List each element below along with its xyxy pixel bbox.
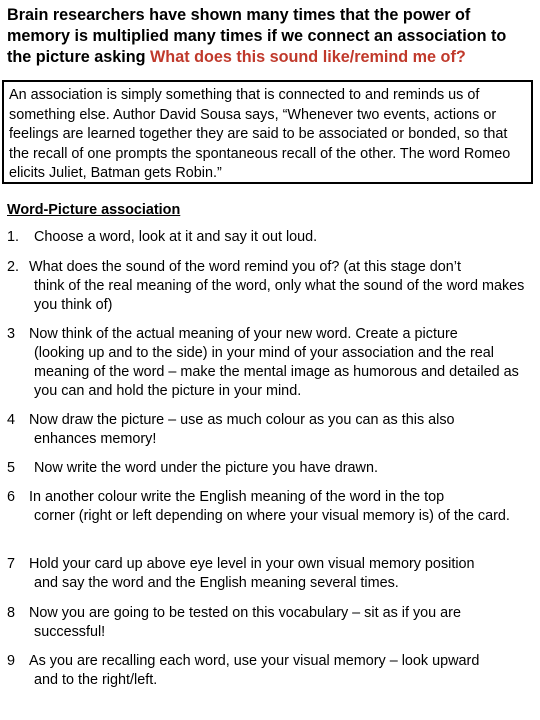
quote-box bbox=[2, 80, 533, 184]
step-3 bbox=[7, 325, 535, 401]
intro-question-highlight: What does this sound like/remind me of? bbox=[150, 48, 466, 66]
intro-line-3-prefix: the picture asking bbox=[7, 48, 151, 66]
step-number: 5 bbox=[7, 460, 16, 476]
step-number: 6 bbox=[7, 489, 16, 505]
step-text: What does the sound of the word remind you of? (at this stage don’t bbox=[29, 259, 461, 275]
step-number: 8 bbox=[7, 605, 16, 621]
step-number: 2. bbox=[7, 259, 20, 275]
step-number: 9 bbox=[7, 653, 16, 669]
step-9 bbox=[7, 652, 535, 690]
step-text: As you are recalling each word, use your visual memory – look upward bbox=[29, 653, 480, 669]
intro-line-3 bbox=[7, 47, 535, 68]
step-7 bbox=[7, 555, 535, 593]
step-text: In another colour write the English meaning of the word in the top bbox=[29, 489, 445, 505]
step-number: 4 bbox=[7, 412, 16, 428]
step-text: Now you are going to be tested on this vocabulary – sit as if you are bbox=[29, 605, 461, 621]
step-text-continued: corner (right or left depending on where your visual memory is) of the card. bbox=[34, 508, 510, 524]
intro-line-1: Brain researchers have shown many times that the power of bbox=[7, 6, 471, 24]
step-8 bbox=[7, 604, 535, 642]
step-4 bbox=[7, 411, 535, 449]
section-title: Word-Picture association bbox=[7, 202, 181, 218]
step-number: 7 bbox=[7, 556, 16, 572]
step-number: 1. bbox=[7, 229, 20, 245]
step-text-continued: and to the right/left. bbox=[34, 672, 158, 688]
step-text: Hold your card up above eye level in your own visual memory position bbox=[29, 556, 475, 572]
step-2 bbox=[7, 258, 535, 315]
step-number: 3 bbox=[7, 326, 16, 342]
step-text: Now draw the picture – use as much colour as you can as this also bbox=[29, 412, 455, 428]
step-5 bbox=[7, 459, 535, 478]
step-text-continued: enhances memory! bbox=[34, 431, 157, 447]
step-text: Choose a word, look at it and say it out loud. bbox=[34, 229, 318, 245]
step-text-continued: and say the word and the English meaning several times. bbox=[34, 575, 399, 591]
quote-text: An association is simply something that is connected to and reminds us of something else. Author David Sousa says, “Whenever two events, actions or feelings are learned together they are said to be associated or bonded, so that the recall of one prompts the spontaneous recall of the other. The word Romeo elicits Juliet, Batman gets Robin.” bbox=[9, 87, 511, 182]
step-text-continued: (looking up and to the side) in your mind of your association and the real meaning of the word – make the mental image as humorous and detailed as you can and hold the picture in your mind. bbox=[34, 345, 519, 399]
step-text: Now think of the actual meaning of your new word. Create a picture bbox=[29, 326, 458, 342]
intro-paragraph bbox=[7, 5, 535, 68]
intro-line-2: memory is multiplied many times if we connect an association to bbox=[7, 27, 507, 45]
step-text: Now write the word under the picture you have drawn. bbox=[34, 460, 378, 476]
step-text-continued: successful! bbox=[34, 624, 106, 640]
step-1 bbox=[7, 228, 535, 247]
step-6 bbox=[7, 488, 535, 526]
step-text-continued: think of the real meaning of the word, only what the sound of the word makes you think of) bbox=[34, 278, 525, 313]
